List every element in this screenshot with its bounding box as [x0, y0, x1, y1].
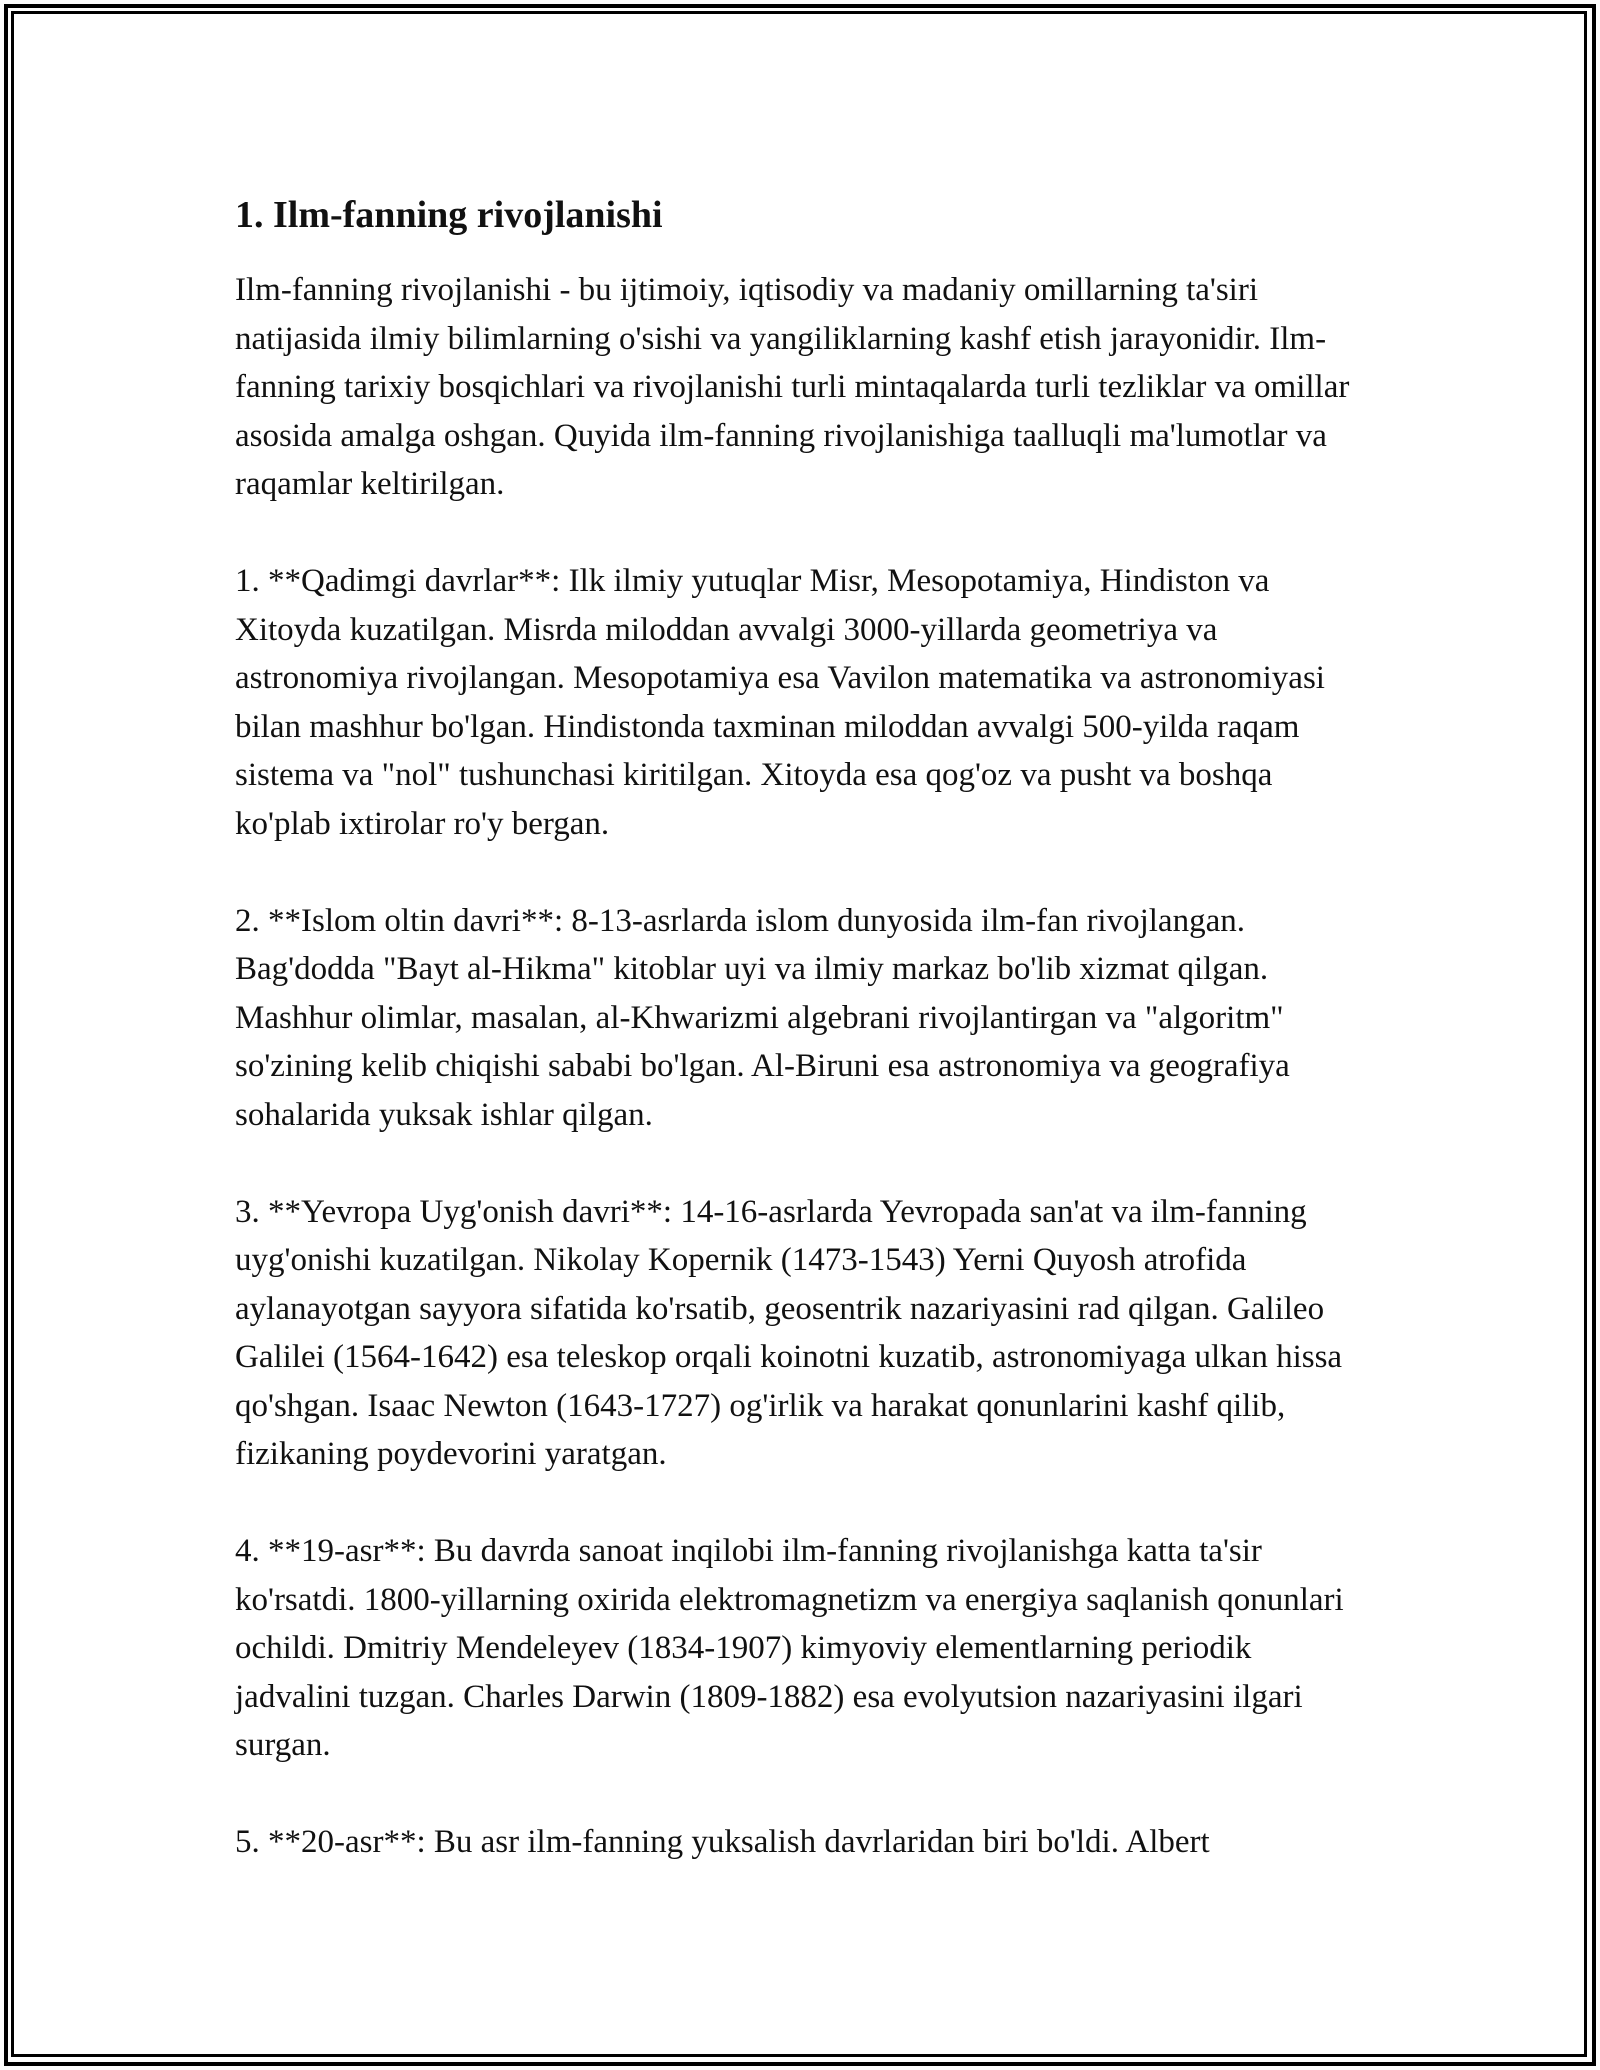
paragraph-islamic-golden-age: 2. **Islom oltin davri**: 8-13-asrlarda islom dunyosida ilm-fan rivojlangan. Bag'dodda "Bayt al-Hikma" kitoblar uyi va ilmiy markaz bo'lib xizmat qilgan. Mashhur olimlar, masalan, al-Khwarizmi algebrani rivojlantirgan va "algoritm" so'zining kelib chiqishi sababi bo'lgan. Al-Biruni esa astronomiya va geografiya sohalarida yuksak ishlar qilgan.: [235, 902, 1290, 1133]
paragraph-ancient-era: 1. **Qadimgi davrlar**: Ilk ilmiy yutuqlar Misr, Mesopotamiya, Hindiston va Xitoyda kuzatilgan. Misrda miloddan avvalgi 3000-yillarda geometriya va astronomiya rivojlangan. Mesopotamiya esa Vavilon matematika va astronomiyasi bilan mashhur bo'lgan. Hindistonda taxminan miloddan avvalgi 500-yilda raqam sistema va "nol" tushunchasi kiritilgan. Xitoyda esa qog'oz va pusht va boshqa ko'plab ixtirolar ro'y bergan.: [235, 563, 1325, 842]
paragraph-20th-century: 5. **20-asr**: Bu asr ilm-fanning yuksalish davrlaridan biri bo'ldi. Albert: [235, 1824, 1210, 1860]
document-body: [235, 188, 1375, 1915]
paragraph-19th-century: 4. **19-asr**: Bu davrda sanoat inqilobi ilm-fanning rivojlanishga katta ta'sir ko'rsatdi. 1800-yillarning oxirida elektromagnetizm va energiya saqlanish qonunlari ochildi. Dmitriy Mendeleyev (1834-1907) kimyoviy elementlarning periodik jadvalini tuzgan. Charles Darwin (1809-1882) esa evolyutsion nazariyasini ilgari surgan.: [235, 1533, 1344, 1763]
paragraph-intro: Ilm-fanning rivojlanishi - bu ijtimoiy, iqtisodiy va madaniy omillarning ta'siri natijasida ilmiy bilimlarning o'sishi va yangiliklarning kashf etish jarayonidir. Ilm-fanning tarixiy bosqichlari va rivojlanishi turli mintaqalarda turli tezliklar va omillar asosida amalga oshgan. Quyida ilm-fanning rivojlanishiga taalluqli ma'lumotlar va raqamlar keltirilgan.: [235, 272, 1350, 502]
document-title: 1. Ilm-fanning rivojlanishi: [235, 194, 663, 236]
paragraph-european-renaissance: 3. **Yevropa Uyg'onish davri**: 14-16-asrlarda Yevropada san'at va ilm-fanning uyg'onishi kuzatilgan. Nikolay Kopernik (1473-1543) Yerni Quyosh atrofida aylanayotgan sayyora sifatida ko'rsatib, geosentrik nazariyasini rad qilgan. Galileo Galilei (1564-1642) esa teleskop orqali koinotni kuzatib, astronomiyaga ulkan hissa qo'shgan. Isaac Newton (1643-1727) og'irlik va harakat qonunlarini kashf qilib, fizikaning poydevorini yaratgan.: [235, 1193, 1343, 1472]
